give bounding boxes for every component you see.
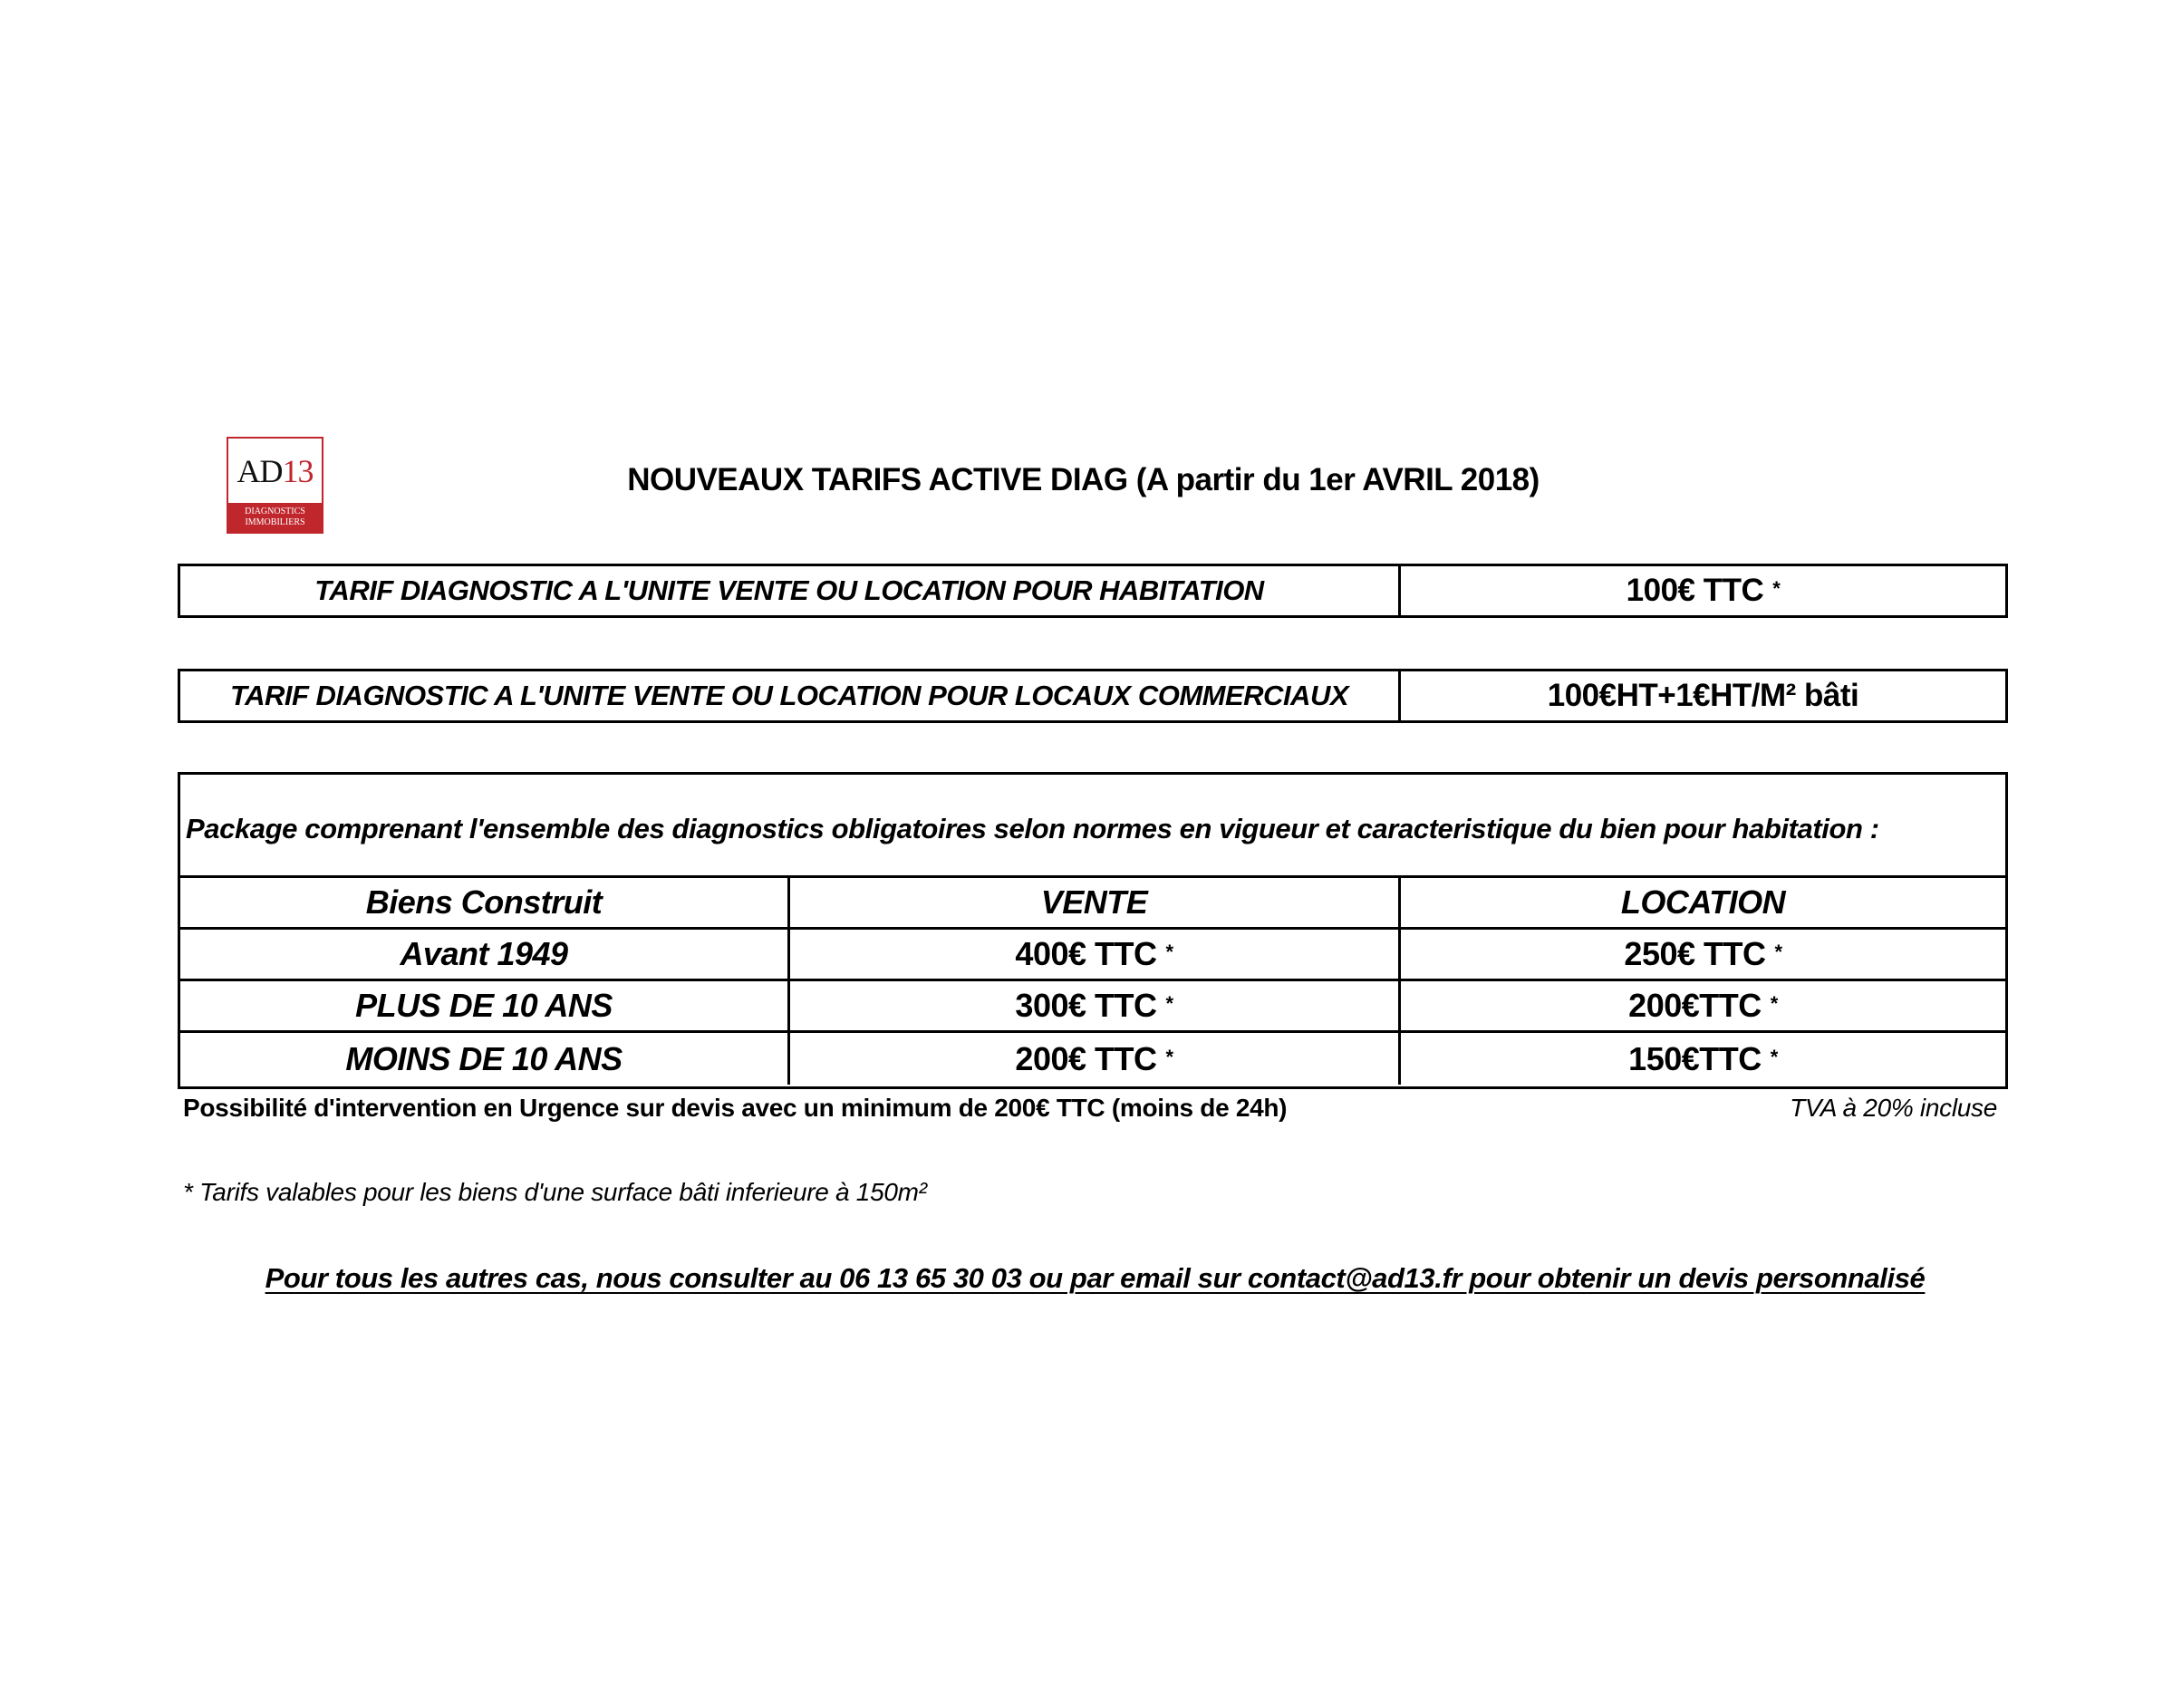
contact-line bbox=[0, 1262, 2172, 1295]
vente-price: 400€ TTC bbox=[1015, 935, 1157, 972]
logo-brand-number: 13 bbox=[282, 452, 314, 489]
asterisk-mark: * bbox=[1165, 1045, 1173, 1068]
row-category: Avant 1949 bbox=[180, 930, 790, 979]
vat-note: TVA à 20% incluse bbox=[1790, 1094, 1997, 1122]
table-row bbox=[180, 930, 2005, 981]
page-title bbox=[0, 462, 2172, 498]
asterisk-mark: * bbox=[1770, 992, 1778, 1015]
asterisk-mark: * bbox=[1772, 577, 1781, 600]
contact-text: Pour tous les autres cas, nous consulter au 06 13 65 30 03 ou par email sur contact@ad13.fr pour obtenir un devis personnalisé bbox=[265, 1262, 1926, 1294]
row-vente-price-cell bbox=[790, 1033, 1401, 1085]
rate-row-commercial bbox=[178, 669, 2008, 723]
rate-row-habitation bbox=[178, 564, 2008, 618]
rate-price-cell bbox=[1401, 671, 2005, 720]
rate-price: 100€ TTC bbox=[1626, 573, 1764, 608]
column-header-location: LOCATION bbox=[1620, 883, 1786, 921]
location-price: 150€TTC bbox=[1628, 1039, 1762, 1077]
asterisk-mark: * bbox=[1165, 992, 1173, 1015]
asterisk-mark: * bbox=[1165, 941, 1173, 963]
location-price: 250€ TTC bbox=[1624, 935, 1766, 972]
asterisk-mark: * bbox=[1774, 941, 1782, 963]
rate-price-cell bbox=[1401, 566, 2005, 615]
asterisk-mark: * bbox=[1770, 1045, 1778, 1068]
vente-price: 200€ TTC bbox=[1015, 1039, 1157, 1077]
row-category: PLUS DE 10 ANS bbox=[180, 981, 790, 1030]
location-price: 200€TTC bbox=[1628, 987, 1762, 1024]
row-category: MOINS DE 10 ANS bbox=[180, 1033, 790, 1085]
vente-price: 300€ TTC bbox=[1015, 987, 1157, 1024]
table-header-row bbox=[180, 878, 2005, 930]
row-location-price-cell bbox=[1401, 930, 2005, 979]
table-row bbox=[180, 981, 2005, 1033]
logo-tagline-line2: IMMOBILIERS bbox=[245, 517, 305, 527]
row-vente-price-cell bbox=[790, 981, 1401, 1030]
row-location-price-cell bbox=[1401, 981, 2005, 1030]
column-header-vente: VENTE bbox=[790, 878, 1401, 927]
table-row bbox=[180, 1033, 2005, 1085]
rate-label: TARIF DIAGNOSTIC A L'UNITE VENTE OU LOCATION POUR LOCAUX COMMERCIAUX bbox=[180, 671, 1401, 720]
urgent-intervention-note: Possibilité d'intervention en Urgence sur devis avec un minimum de 200€ TTC (moins de 24h) bbox=[183, 1094, 1288, 1122]
row-location-price-cell bbox=[1401, 1033, 2005, 1085]
rate-price: 100€HT+1€HT/M² bâti bbox=[1547, 678, 1859, 713]
rate-label: TARIF DIAGNOSTIC A L'UNITE VENTE OU LOCATION POUR HABITATION bbox=[180, 566, 1401, 615]
logo-tagline bbox=[228, 503, 322, 532]
column-header-category: Biens Construit bbox=[180, 878, 790, 927]
package-description: Package comprenant l'ensemble des diagnostics obligatoires selon normes en vigueur et caracteristique du bien pour habitation : bbox=[180, 775, 2005, 878]
page-title-text: NOUVEAUX TARIFS ACTIVE DIAG (A partir du 1er AVRIL 2018) bbox=[627, 462, 1540, 497]
package-table bbox=[178, 772, 2008, 1089]
row-vente-price-cell bbox=[790, 930, 1401, 979]
surface-footnote: * Tarifs valables pour les biens d'une surface bâti inferieure à 150m² bbox=[183, 1178, 927, 1206]
logo-tagline-line1: DIAGNOSTICS bbox=[245, 507, 305, 516]
logo-brand-prefix: AD bbox=[237, 452, 283, 489]
